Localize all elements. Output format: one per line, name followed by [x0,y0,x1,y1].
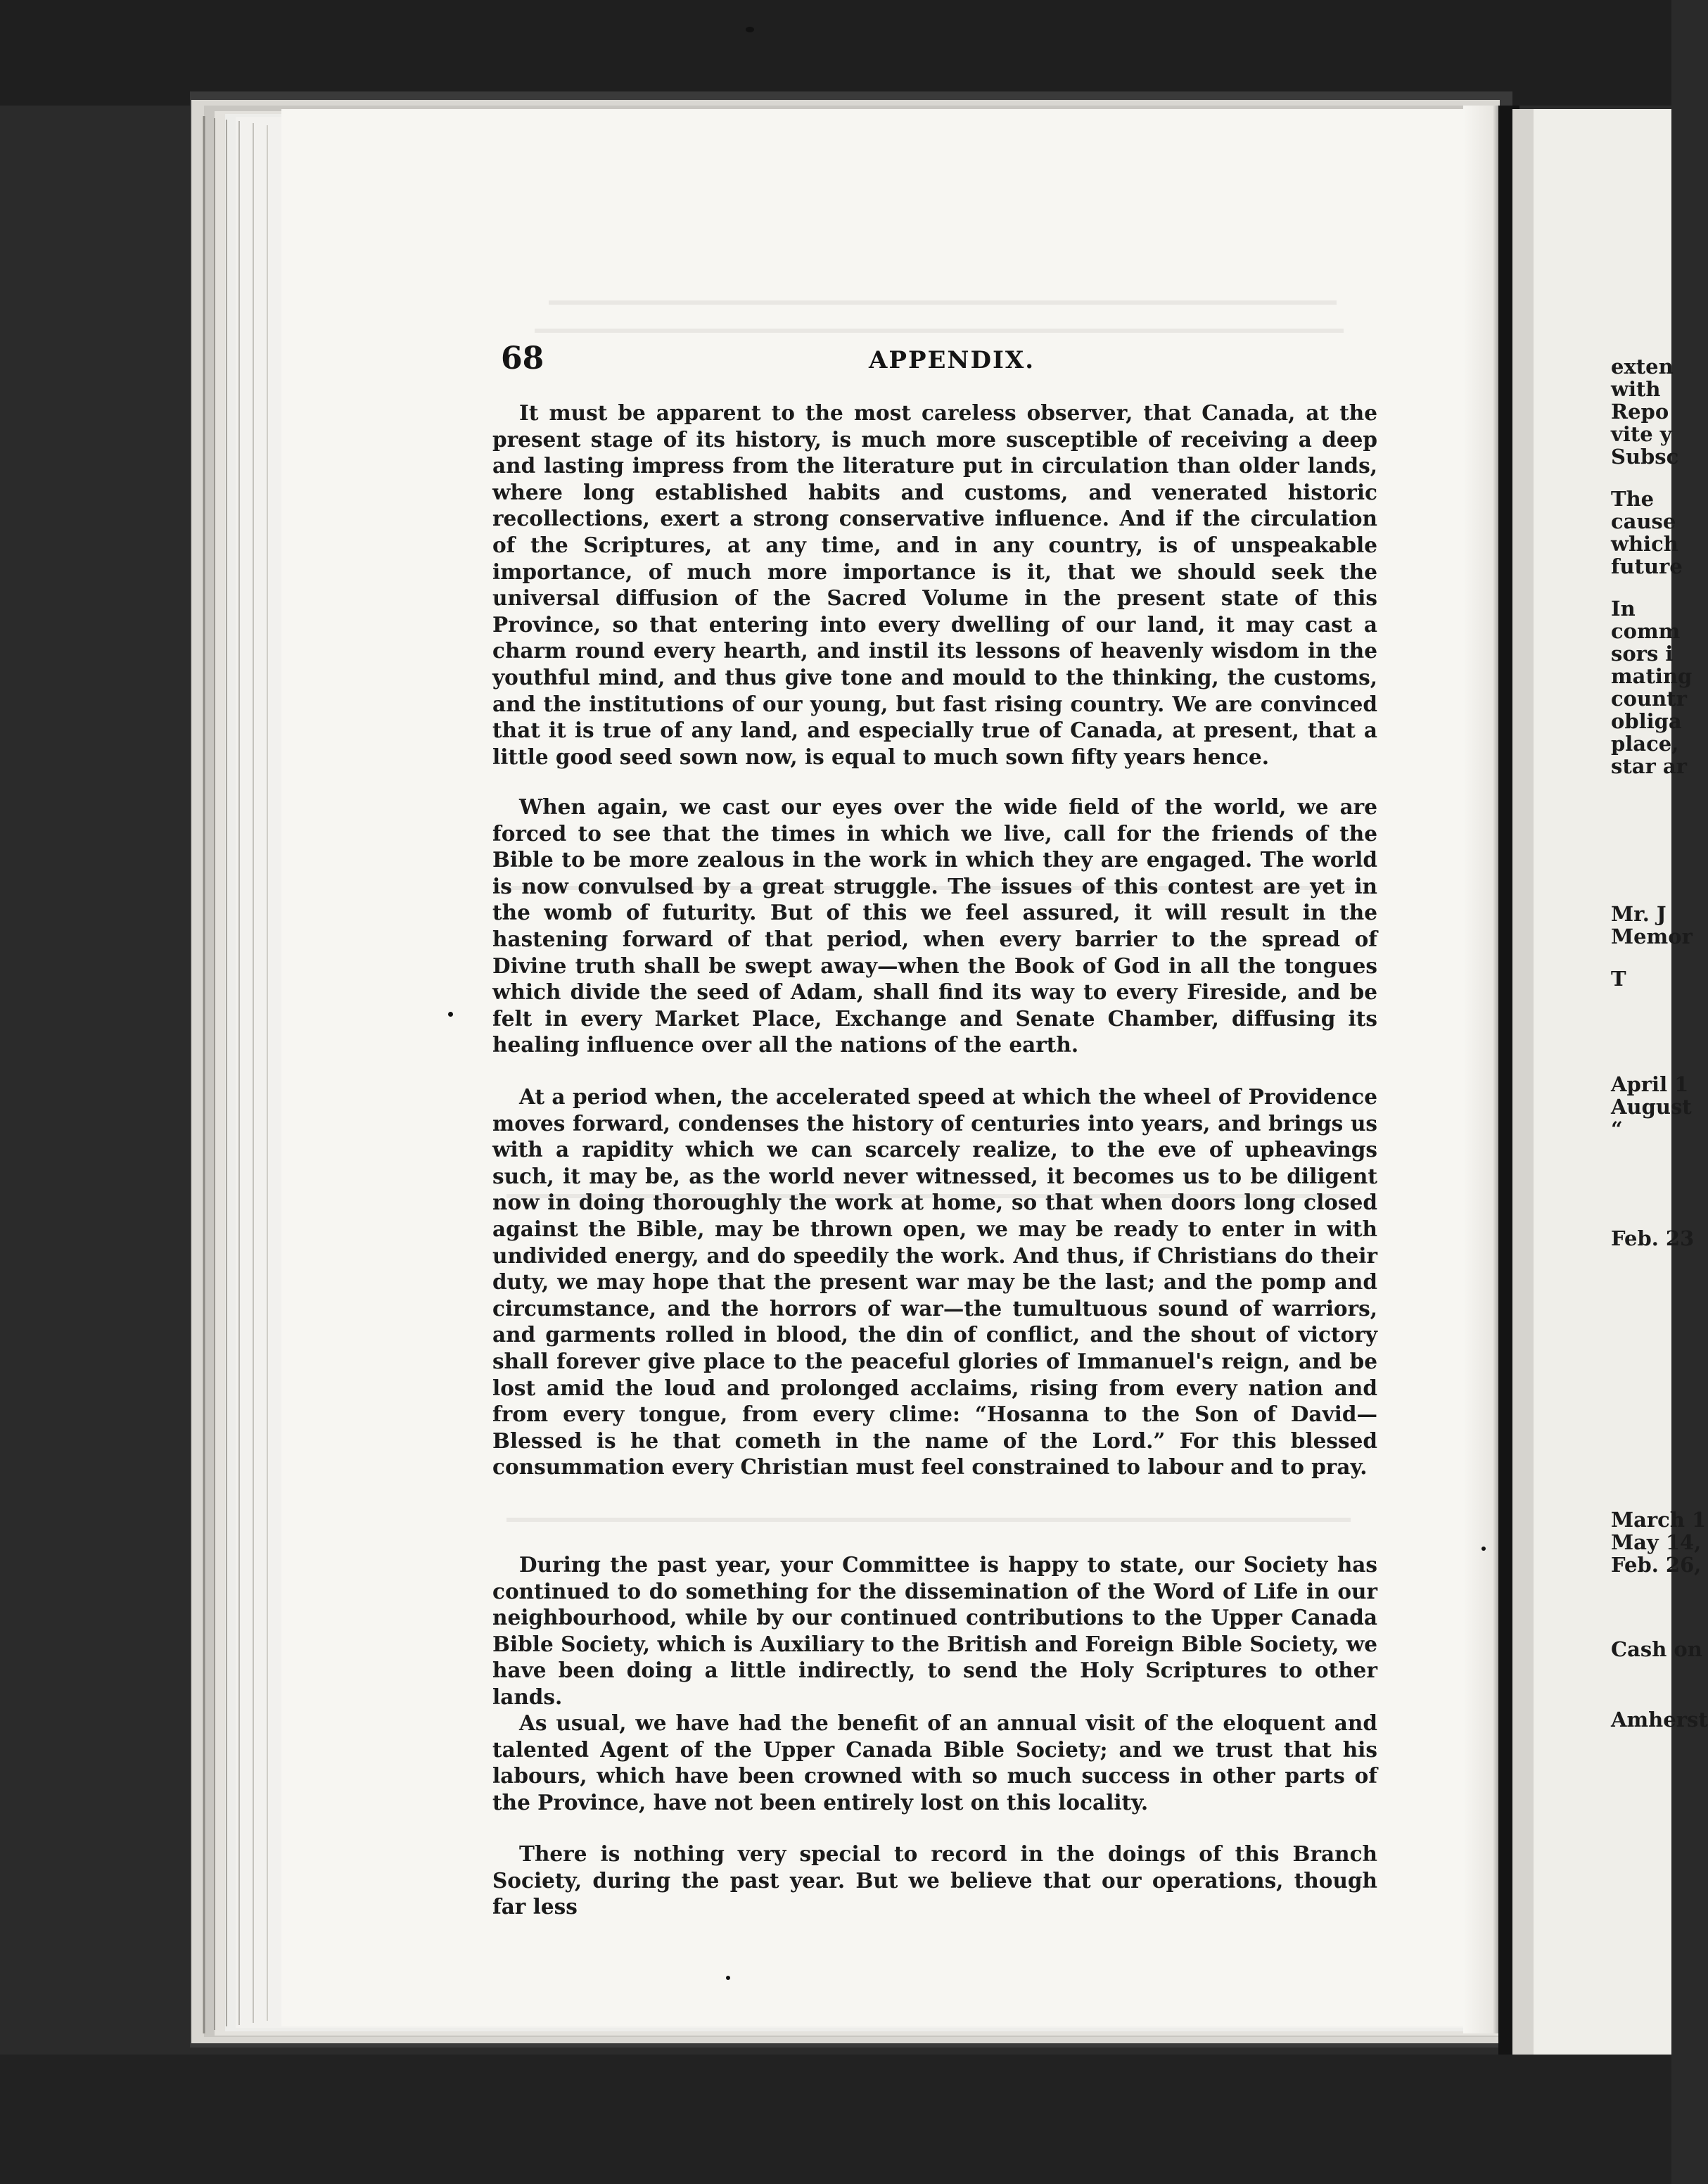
fragment: March 1 [1611,1508,1707,1532]
fragment: Mr. J [1611,902,1666,926]
fragment: with [1611,377,1661,401]
fragment: exten [1611,355,1674,379]
dust-speck [1481,1547,1486,1551]
fragment: April 1 [1611,1072,1689,1096]
fragment: which [1611,532,1678,556]
fragment: Cash on [1611,1637,1702,1661]
fragment: August [1611,1095,1692,1119]
running-head: APPENDIX. [869,346,1035,374]
fragment: mating [1611,664,1693,688]
fragment: “ [1611,1117,1623,1141]
fragment: cause [1611,509,1676,533]
fragment: future [1611,554,1683,578]
fragment: May 14, [1611,1530,1702,1554]
fragment: place, [1611,732,1679,756]
fragment: star ar [1611,754,1687,778]
fragment: Feb. 23 [1611,1226,1695,1250]
dust-speck [726,1976,730,1980]
facing-page-fragments [1611,355,1708,1732]
paragraph-5: As usual, we have had the benefit of an annual visit of the eloquent and talented Agent of the Upper Canada Bible Society; and we trust that his labours, which have been crowned with so much success in other parts of the Province, have not been entirely lost on this locality. [492,1710,1377,1815]
fragment: The [1611,487,1655,511]
fragment: vite y [1611,422,1672,446]
fragment: comm [1611,619,1681,643]
fragment: obliga [1611,709,1682,733]
paragraph-1: It must be apparent to the most careless observer, that Canada, at the present stage of its history, is much more susceptible of receiving a deep and lasting impress from the literature put in circulation than older lands, where long established habits and customs, and venerated historic recollections, exert a strong conservative influence. And if the circulation of the Scriptures, at any time, and in any country, is of unspeakable importance, of much more importance is it, that we should seek the universal diffusion of the Sacred Volume in the present state of this Province, so that entering into every dwelling of our land, it may cast a charm round every hearth, and instil its lessons of heavenly wisdom in the youthful mind, and thus give tone and mould to the thinking, the customs, and the institutions of our young, but fast rising country. We are convinced that it is true of any land, and especially true of Canada, at present, that a little good seed sown now, is equal to much sown fifty years hence. [492,400,1377,769]
fragment: Memor [1611,925,1693,948]
fragment: In [1611,597,1636,621]
fragment: Amherst [1611,1708,1708,1732]
dust-speck [448,1012,453,1017]
fragment: countr [1611,687,1687,711]
paragraph-6: There is nothing very special to record in the doings of this Branch Society, during the past year. But we believe that our operations, though far less [492,1841,1377,1919]
page-number: 68 [501,341,544,376]
paragraph-3: At a period when, the accelerated speed at which the wheel of Providence moves forward, condenses the history of centuries into years, and brings us with a rapidity which we can scarcely realize, to the eve of upheavings such, it may be, as the world never witnessed, it becomes us to be diligent now in doing thoroughly the work at home, so that when doors long closed against the Bible, may be thrown open, we may be ready to enter in with undivided energy, and do speedily the work. And thus, if Christians do their duty, we may hope that the present war may be the last; and the pomp and circumstance, and the horrors of war—the tumultuous sound of warriors, and garments rolled in blood, the din of conflict, and the shout of victory shall forever give place to the peaceful glories of Immanuel's reign, and be lost amid the loud and prolonged acclaims, rising from every nation and from every tongue, from every clime: “Hosanna to the Son of David—Blessed is he that cometh in the name of the Lord.” For this blessed consummation every Christian must feel constrained to labour and to pray. [492,1084,1377,1480]
paragraph-4: During the past year, your Committee is happy to state, our Society has continued to do something for the dissemination of the Word of Life in our neighbourhood, while by our continued contributions to the Upper Canada Bible Society, which is Auxiliary to the British and Foreign Bible Society, we have been doing a little indirectly, to send the Holy Scriptures to other lands. [492,1552,1377,1709]
fragment: Subsc [1611,445,1679,469]
paragraph-2: When again, we cast our eyes over the wide field of the world, we are forced to see that the times in which we live, call for the friends of the Bible to be more zealous in the work in which they are engaged. The world is now convulsed by a great struggle. The issues of this contest are yet in the womb of futurity. But of this we feel assured, it will result in the hastening forward of that period, when every barrier to the spread of Divine truth shall be swept away—when the Book of God in all the tongues which divide the seed of Adam, shall find its way to every Fireside, and be felt in every Market Place, Exchange and Senate Chamber, diffusing its healing influence over all the nations of the earth. [492,794,1377,1058]
dust-speck [746,27,754,32]
fragment: T [1611,967,1626,991]
fragment: Repo [1611,400,1669,424]
fragment: sors i [1611,642,1674,666]
fragment: Feb. 26, [1611,1553,1702,1577]
